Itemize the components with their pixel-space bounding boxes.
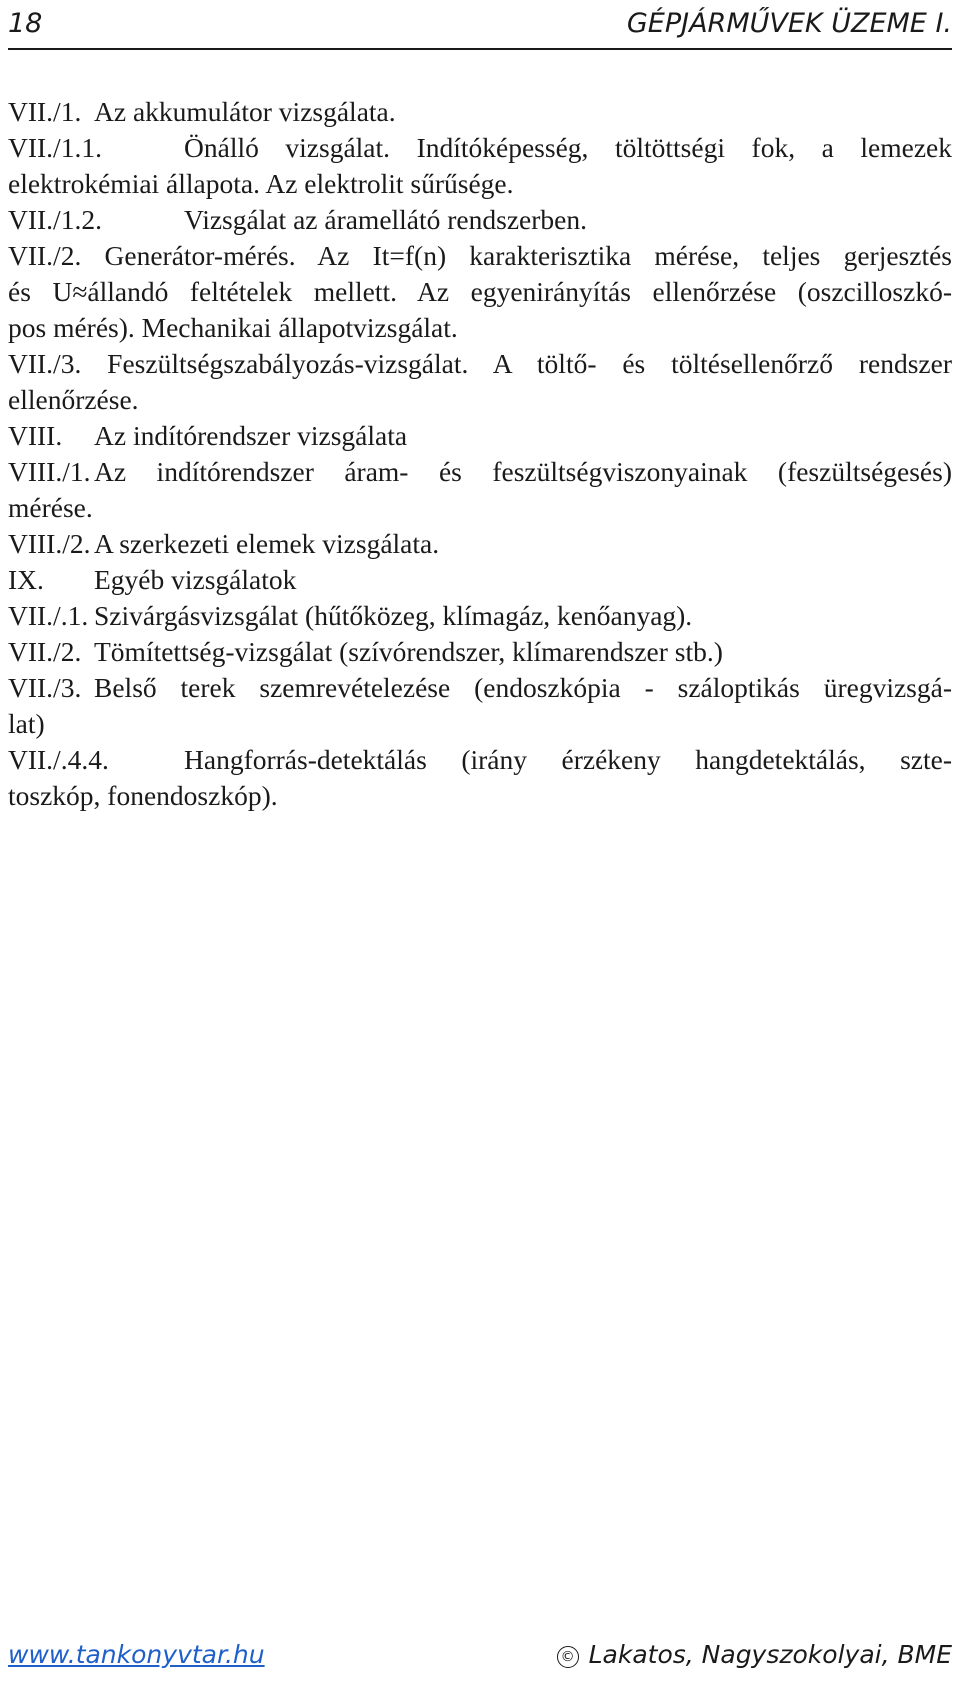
text-line (8, 670, 952, 706)
section-number: VII./.1. (8, 600, 89, 631)
section-title: Szivárgásvizsgálat (hűtőközeg, klímagáz, kenőanyag). (94, 600, 693, 631)
copyright-icon: © (557, 1646, 579, 1668)
section-number: VII./.4.4. (8, 744, 109, 775)
paragraph-text: mérése. (8, 492, 93, 523)
section-number: IX. (8, 564, 44, 595)
book-title: GÉPJÁRMŰVEK ÜZEME I. (626, 8, 952, 39)
text-line (8, 310, 952, 346)
text-line (8, 778, 952, 814)
section-number: VII./1.1. (8, 132, 102, 163)
section-title: Az indítórendszer vizsgálata (94, 420, 408, 451)
section-number: VII./2. (8, 636, 82, 667)
page-number: 18 (8, 8, 43, 39)
document-body (8, 94, 952, 814)
section-text: Az indítórendszer áram- és feszültségviszonyainak (feszültségesés) (94, 456, 952, 487)
website-link[interactable]: www.tankonyvtar.hu (8, 1640, 265, 1669)
text-line (8, 274, 952, 310)
section-title: Vizsgálat az áramellátó rendszerben. (184, 204, 587, 235)
paragraph-text: VII./3. Feszültségszabályozás-vizsgálat. A töltő- és töltésellenőrző rendszer (8, 348, 952, 379)
page-header (8, 8, 952, 50)
text-line (8, 742, 952, 778)
section-text: Hangforrás-detektálás (irány érzékeny hangdetektálás, szte- (184, 744, 952, 775)
text-line (8, 382, 952, 418)
section-number: VIII. (8, 420, 63, 451)
paragraph-text: lat) (8, 708, 45, 739)
text-line (8, 562, 952, 598)
section-number: VII./1. (8, 96, 82, 127)
text-line (8, 346, 952, 382)
text-line (8, 238, 952, 274)
text-line (8, 130, 952, 166)
section-text: Belső terek szemrevételezése (endoszkópia - száloptikás üregvizsgá- (94, 672, 952, 703)
text-line (8, 706, 952, 742)
copyright-notice (557, 1640, 952, 1669)
text-line (8, 598, 952, 634)
paragraph-text: ellenőrzése. (8, 384, 139, 415)
paragraph-text: pos mérés). Mechanikai állapotvizsgálat. (8, 312, 458, 343)
text-line (8, 634, 952, 670)
text-line (8, 490, 952, 526)
text-line (8, 166, 952, 202)
section-title: Egyéb vizsgálatok (94, 564, 297, 595)
paragraph-text: VII./2. Generátor-mérés. Az It=f(n) karakterisztika mérése, teljes gerjesztés (8, 240, 952, 271)
section-number: VIII./1. (8, 456, 91, 487)
section-title: Tömítettség-vizsgálat (szívórendszer, klímarendszer stb.) (94, 636, 723, 667)
section-text: Önálló vizsgálat. Indítóképesség, töltöttségi fok, a lemezek (184, 132, 952, 163)
authors: Lakatos, Nagyszokolyai, BME (588, 1640, 952, 1669)
text-line (8, 418, 952, 454)
text-line (8, 454, 952, 490)
section-number: VIII./2. (8, 528, 91, 559)
text-line (8, 94, 952, 130)
section-number: VII./1.2. (8, 204, 102, 235)
paragraph-text: toszkóp, fonendoszkóp). (8, 780, 278, 811)
section-title: Az akkumulátor vizsgálata. (94, 96, 396, 127)
page-footer (8, 1640, 952, 1669)
text-line (8, 202, 952, 238)
paragraph-text: és U≈állandó feltételek mellett. Az egyenirányítás ellenőrzése (oszcilloszkó- (8, 276, 952, 307)
paragraph-text: elektrokémiai állapota. Az elektrolit sűrűsége. (8, 168, 514, 199)
section-title: A szerkezeti elemek vizsgálata. (94, 528, 440, 559)
section-number: VII./3. (8, 672, 82, 703)
text-line (8, 526, 952, 562)
